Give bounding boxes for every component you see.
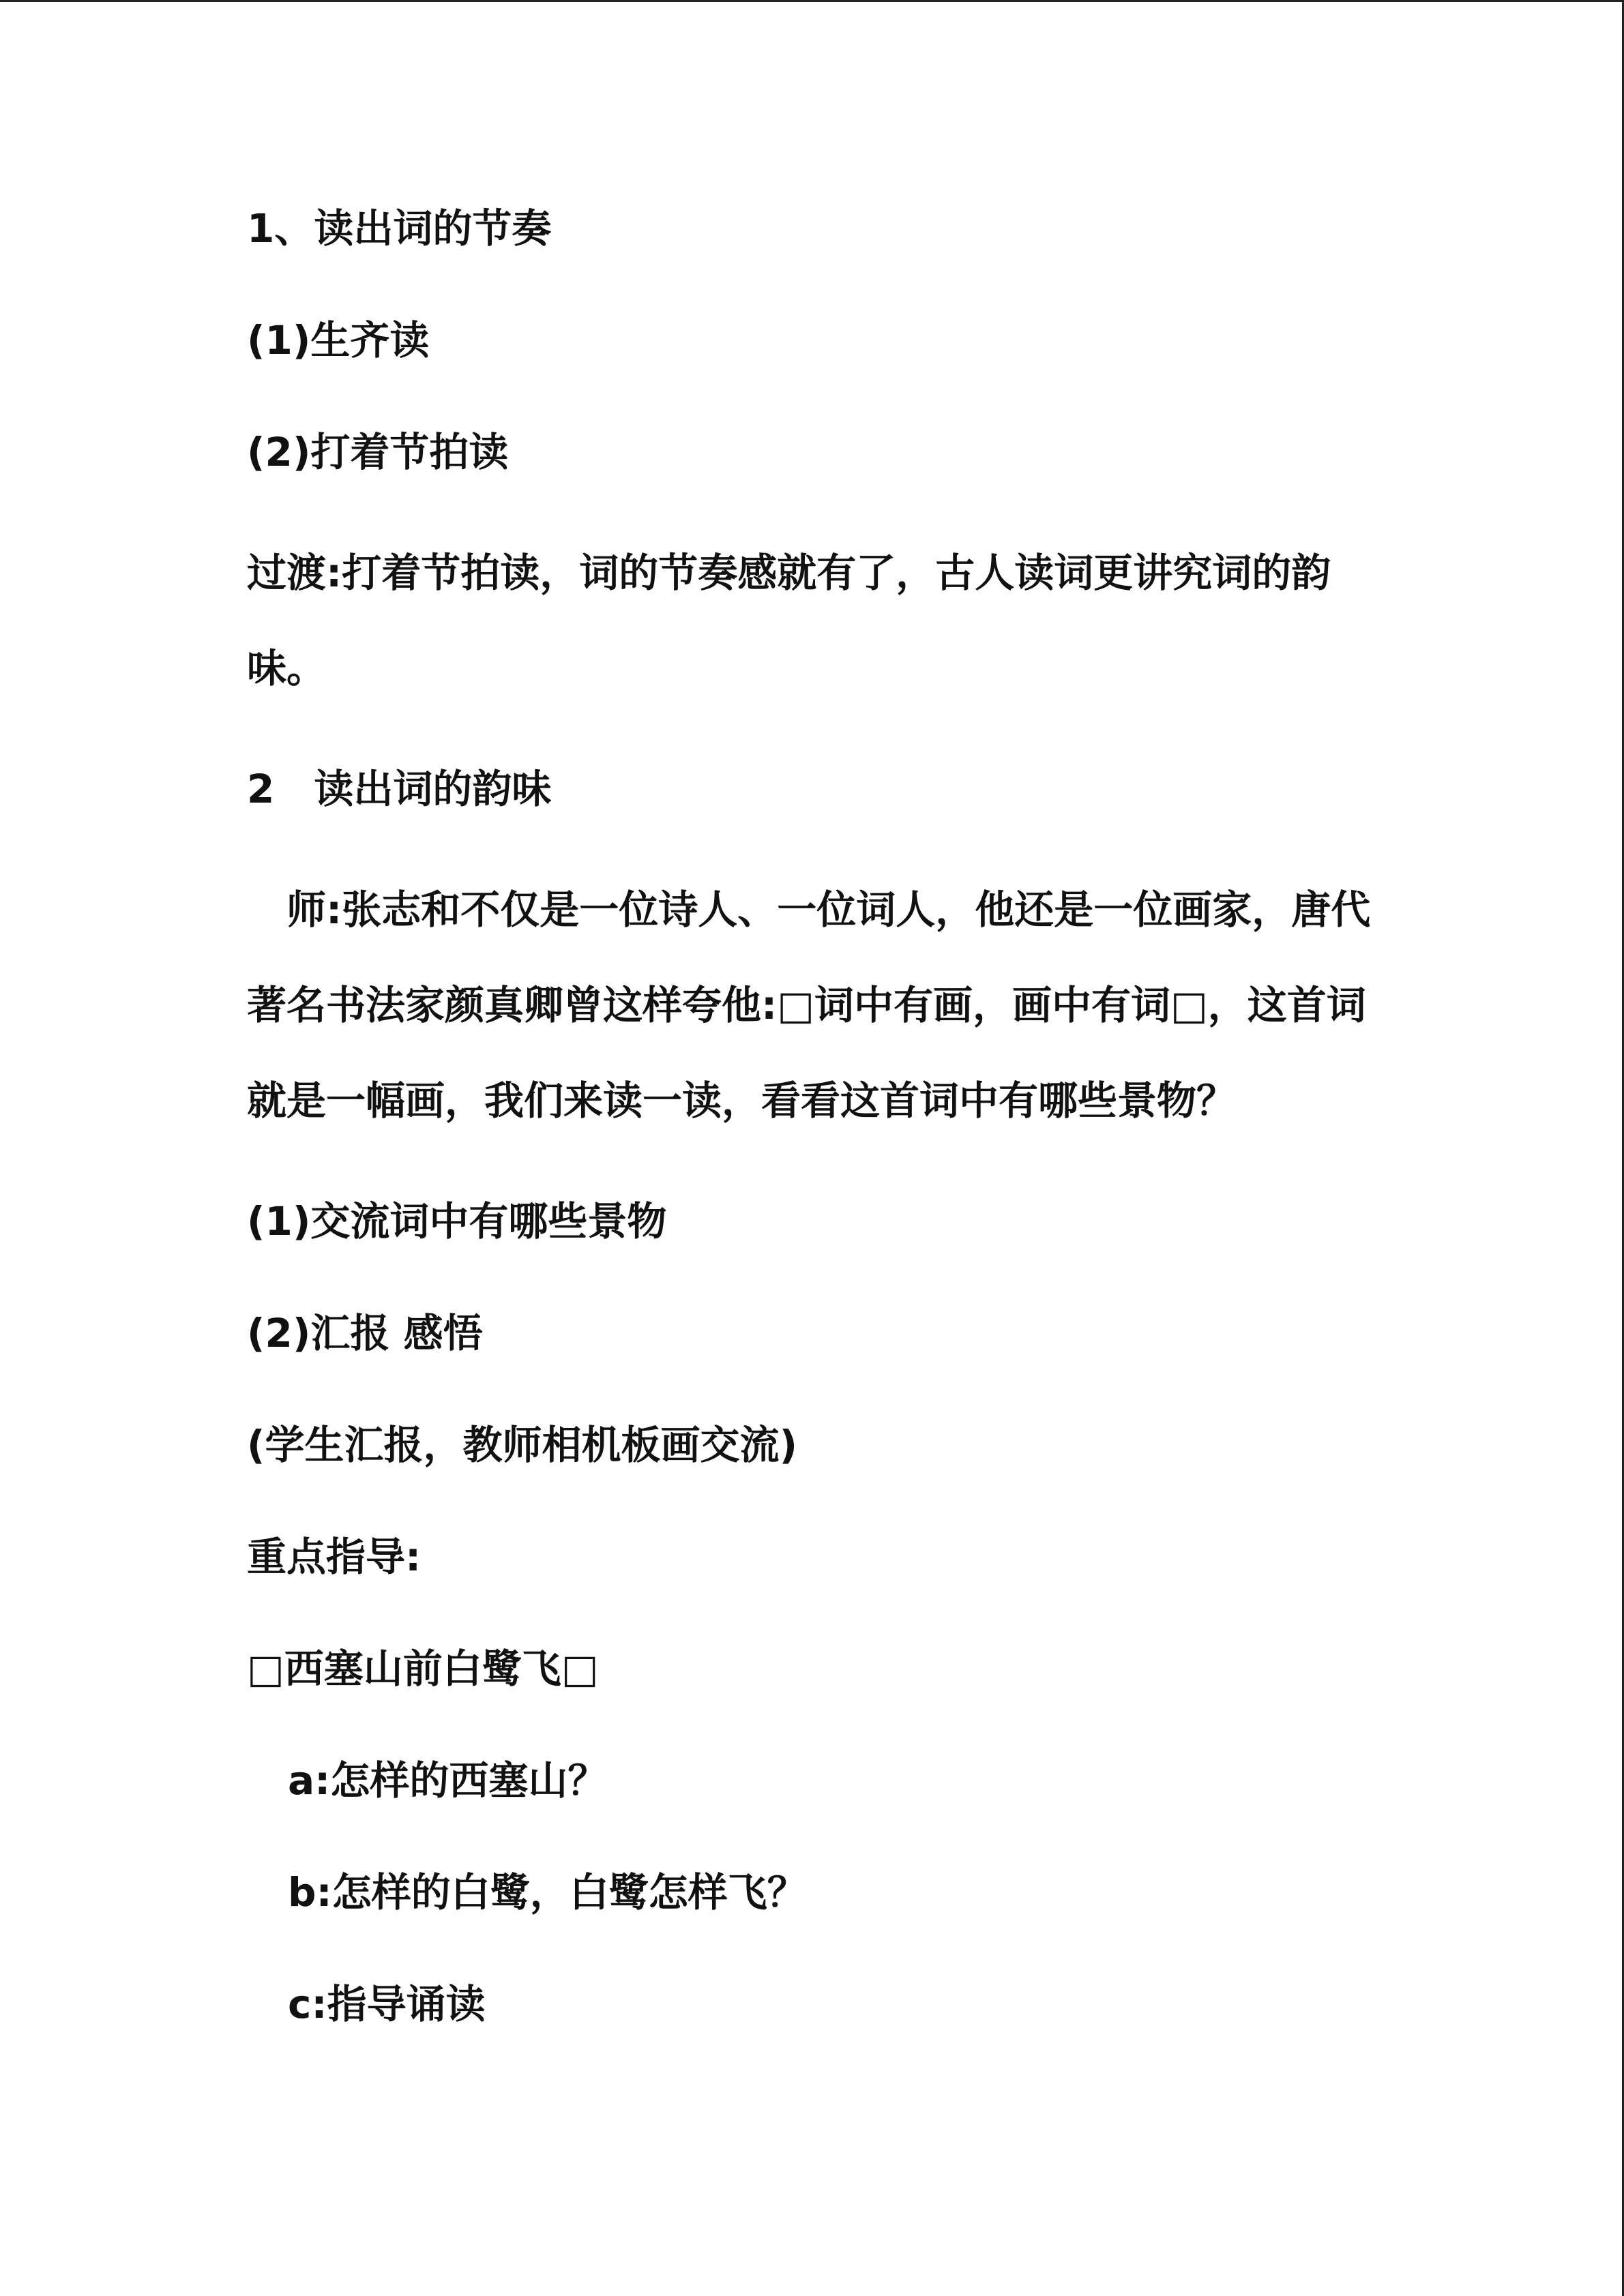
sub-question-b: b:怎样的白鹭，白鹭怎样飞？ <box>288 1869 807 1915</box>
section-heading-1: 1、读出词的节奏 <box>247 205 552 252</box>
list-item-1-1: (1)生齐读 <box>247 317 430 363</box>
activity-note: (学生汇报，教师相机板画交流) <box>247 1422 798 1468</box>
list-item-2-2: (2)汇报 感悟 <box>247 1310 483 1356</box>
quote-line: □西塞山前白鹭飞□ <box>247 1645 599 1692</box>
list-item-2-1: (1)交流词中有哪些景物 <box>247 1198 667 1244</box>
focus-title: 重点指导: <box>247 1534 422 1580</box>
transition-paragraph: 过渡:打着节拍读，词的节奏感就有了，古人读词更讲究词的韵味。 <box>247 550 1331 691</box>
teacher-paragraph: 师:张志和不仅是一位诗人、一位词人，他还是一位画家，唐代著名书法家颜真卿曾这样夸他:□词中有画，画中有词□，这首词就是一幅画，我们来读一读，看看这首词中有哪些景物？ <box>247 886 1371 1124</box>
section-heading-2: 2 读出词的韵味 <box>247 766 552 812</box>
document-body <box>247 205 1379 2028</box>
sub-question-c: c:指导诵读 <box>288 1981 486 2027</box>
list-item-1-2: (2)打着节拍读 <box>247 429 509 475</box>
sub-question-a: a:怎样的西塞山？ <box>288 1757 608 1804</box>
